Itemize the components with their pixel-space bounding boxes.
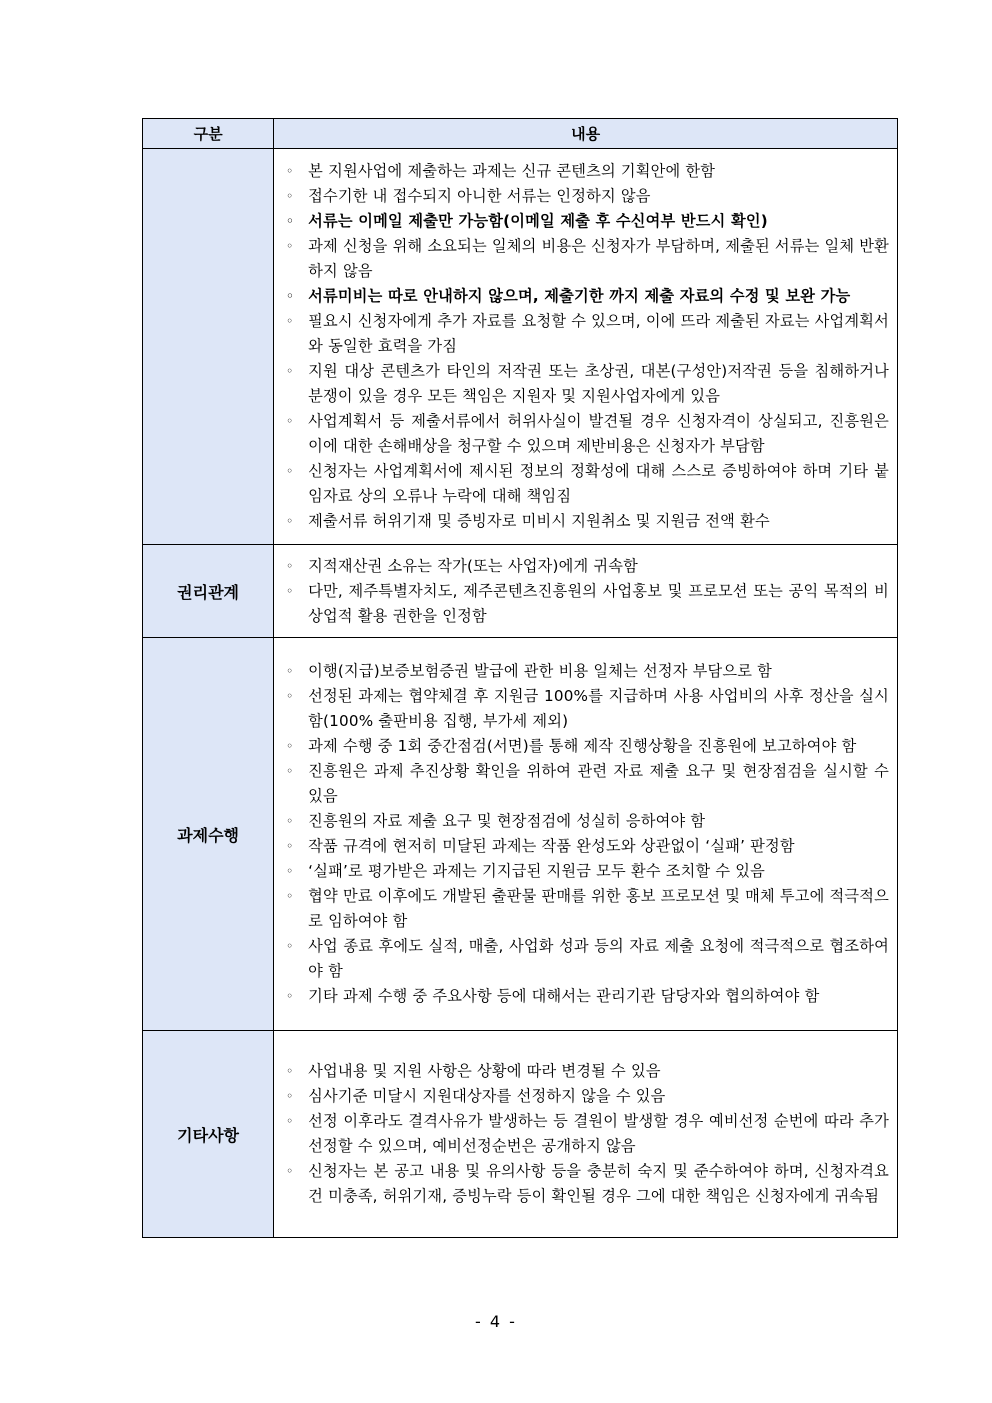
list-item <box>284 554 889 579</box>
list-item <box>284 209 889 234</box>
item-text: 과제 신청을 위해 소요되는 일체의 비용은 신청자가 부담하며, 제출된 서류는 일체 반환하지 않음 <box>308 237 889 280</box>
list-item <box>284 459 889 509</box>
bullet-icon: ◦ <box>286 864 294 878</box>
row-category: 기타사항 <box>143 1031 274 1238</box>
item-text: 접수기한 내 접수되지 아니한 서류는 인정하지 않음 <box>308 187 651 205</box>
item-list <box>284 659 889 1009</box>
item-text: 서류는 이메일 제출만 가능함(이메일 제출 후 수신여부 반드시 확인) <box>308 212 768 230</box>
list-item <box>284 684 889 734</box>
row-category <box>143 149 274 545</box>
bullet-icon: ◦ <box>286 939 294 953</box>
item-text: 신청자는 사업계획서에 제시된 정보의 정확성에 대해 스스로 증빙하여야 하며 기타 붙임자료 상의 오류나 누락에 대해 책임짐 <box>308 462 889 505</box>
list-item <box>284 884 889 934</box>
list-item <box>284 659 889 684</box>
list-item <box>284 984 889 1009</box>
item-list <box>284 1059 889 1209</box>
row-category: 권리관계 <box>143 545 274 638</box>
item-text: 사업계획서 등 제출서류에서 허위사실이 발견될 경우 신청자격이 상실되고, 진흥원은 이에 대한 손해배상을 청구할 수 있으며 제반비용은 신청자가 부담함 <box>308 412 889 455</box>
list-item <box>284 1109 889 1159</box>
list-item <box>284 284 889 309</box>
item-text: ‘실패’로 평가받은 과제는 기지급된 지원금 모두 환수 조치할 수 있음 <box>308 862 765 880</box>
item-text: 신청자는 본 공고 내용 및 유의사항 등을 충분히 숙지 및 준수하여야 하며, 신청자격요건 미충족, 허위기재, 증빙누락 등이 확인될 경우 그에 대한 책임은 신청자에게 귀속됨 <box>308 1162 889 1205</box>
item-text: 선정된 과제는 협약체결 후 지원금 100%를 지급하며 사용 사업비의 사후 정산을 실시함(100% 출판비용 집행, 부가세 제외) <box>308 687 889 730</box>
bullet-icon: ◦ <box>286 664 294 678</box>
list-item <box>284 409 889 459</box>
page-number: - 4 - <box>475 1312 517 1331</box>
bullet-icon: ◦ <box>286 739 294 753</box>
bullet-icon: ◦ <box>286 364 294 378</box>
list-item <box>284 234 889 284</box>
list-item <box>284 759 889 809</box>
bullet-icon: ◦ <box>286 464 294 478</box>
table-row <box>143 638 898 1031</box>
item-text: 제출서류 허위기재 및 증빙자로 미비시 지원취소 및 지원금 전액 환수 <box>308 512 770 530</box>
item-text: 협약 만료 이후에도 개발된 출판물 판매를 위한 홍보 프로모션 및 매체 투고에 적극적으로 임하여야 함 <box>308 887 889 930</box>
list-item <box>284 859 889 884</box>
item-text: 사업내용 및 지원 사항은 상황에 따라 변경될 수 있음 <box>308 1062 661 1080</box>
item-text: 작품 규격에 현저히 미달된 과제는 작품 완성도와 상관없이 ‘실패’ 판정함 <box>308 837 795 855</box>
table-header-row <box>143 119 898 149</box>
item-text: 다만, 제주특별자치도, 제주콘텐츠진흥원의 사업홍보 및 프로모션 또는 공익 목적의 비상업적 활용 권한을 인정함 <box>308 581 889 625</box>
bullet-icon: ◦ <box>286 839 294 853</box>
item-list <box>284 159 889 534</box>
table-row <box>143 1031 898 1238</box>
item-text: 사업 종료 후에도 실적, 매출, 사업화 성과 등의 자료 제출 요청에 적극적으로 협조하여야 함 <box>308 937 889 980</box>
row-content <box>274 638 898 1031</box>
bullet-icon: ◦ <box>286 289 295 303</box>
header-category: 구분 <box>143 119 274 149</box>
bullet-icon: ◦ <box>286 889 294 903</box>
list-item <box>284 184 889 209</box>
table-row <box>143 149 898 545</box>
header-content: 내용 <box>274 119 898 149</box>
list-item <box>284 934 889 984</box>
item-text: 진흥원의 자료 제출 요구 및 현장점검에 성실히 응하여야 함 <box>308 812 706 830</box>
bullet-icon: ◦ <box>286 1164 294 1178</box>
list-item <box>284 579 889 629</box>
row-content <box>274 1031 898 1238</box>
item-text: 진흥원은 과제 추진상황 확인을 위하여 관련 자료 제출 요구 및 현장점검을 실시할 수 있음 <box>308 762 889 805</box>
bullet-icon: ◦ <box>286 189 294 203</box>
table-row <box>143 545 898 638</box>
bullet-icon: ◦ <box>286 764 294 778</box>
list-item <box>284 834 889 859</box>
row-content <box>274 149 898 545</box>
row-category: 과제수행 <box>143 638 274 1031</box>
list-item <box>284 1059 889 1084</box>
item-list <box>284 554 889 629</box>
bullet-icon: ◦ <box>286 239 294 253</box>
list-item <box>284 359 889 409</box>
list-item <box>284 809 889 834</box>
bullet-icon: ◦ <box>286 164 294 178</box>
notice-table <box>142 118 898 1238</box>
bullet-icon: ◦ <box>286 989 294 1003</box>
bullet-icon: ◦ <box>286 314 294 328</box>
list-item <box>284 159 889 184</box>
list-item <box>284 309 889 359</box>
bullet-icon: ◦ <box>286 689 294 703</box>
bullet-icon: ◦ <box>286 214 295 228</box>
item-text: 과제 수행 중 1회 중간점검(서면)를 통해 제작 진행상황을 진흥원에 보고하여야 함 <box>308 737 857 755</box>
item-text: 지적재산권 소유는 작가(또는 사업자)에게 귀속함 <box>308 556 638 575</box>
item-text: 선정 이후라도 결격사유가 발생하는 등 결원이 발생할 경우 예비선정 순번에 따라 추가 선정할 수 있으며, 예비선정순번은 공개하지 않음 <box>308 1112 889 1155</box>
bullet-icon: ◦ <box>286 514 294 528</box>
item-text: 기타 과제 수행 중 주요사항 등에 대해서는 관리기관 담당자와 협의하여야 함 <box>308 987 820 1005</box>
list-item <box>284 1084 889 1109</box>
item-text: 지원 대상 콘텐츠가 타인의 저작권 또는 초상권, 대본(구성안)저작권 등을 침해하거나 분쟁이 있을 경우 모든 책임은 지원자 및 지원사업자에게 있음 <box>308 362 889 405</box>
bullet-icon: ◦ <box>286 558 294 573</box>
bullet-icon: ◦ <box>286 414 294 428</box>
bullet-icon: ◦ <box>286 1114 294 1128</box>
bullet-icon: ◦ <box>286 1089 294 1103</box>
list-item <box>284 1159 889 1209</box>
bullet-icon: ◦ <box>286 1064 294 1078</box>
list-item <box>284 734 889 759</box>
item-text: 심사기준 미달시 지원대상자를 선정하지 않을 수 있음 <box>308 1087 666 1105</box>
bullet-icon: ◦ <box>286 583 294 598</box>
item-text: 이행(지급)보증보험증권 발급에 관한 비용 일체는 선정자 부담으로 함 <box>308 662 773 680</box>
item-text: 본 지원사업에 제출하는 과제는 신규 콘텐츠의 기획안에 한함 <box>308 162 716 180</box>
item-text: 필요시 신청자에게 추가 자료를 요청할 수 있으며, 이에 뜨라 제출된 자료는 사업계획서와 동일한 효력을 가짐 <box>308 312 889 355</box>
list-item <box>284 509 889 534</box>
item-text: 서류미비는 따로 안내하지 않으며, 제출기한 까지 제출 자료의 수정 및 보완 가능 <box>308 287 851 305</box>
bullet-icon: ◦ <box>286 814 294 828</box>
row-content <box>274 545 898 638</box>
